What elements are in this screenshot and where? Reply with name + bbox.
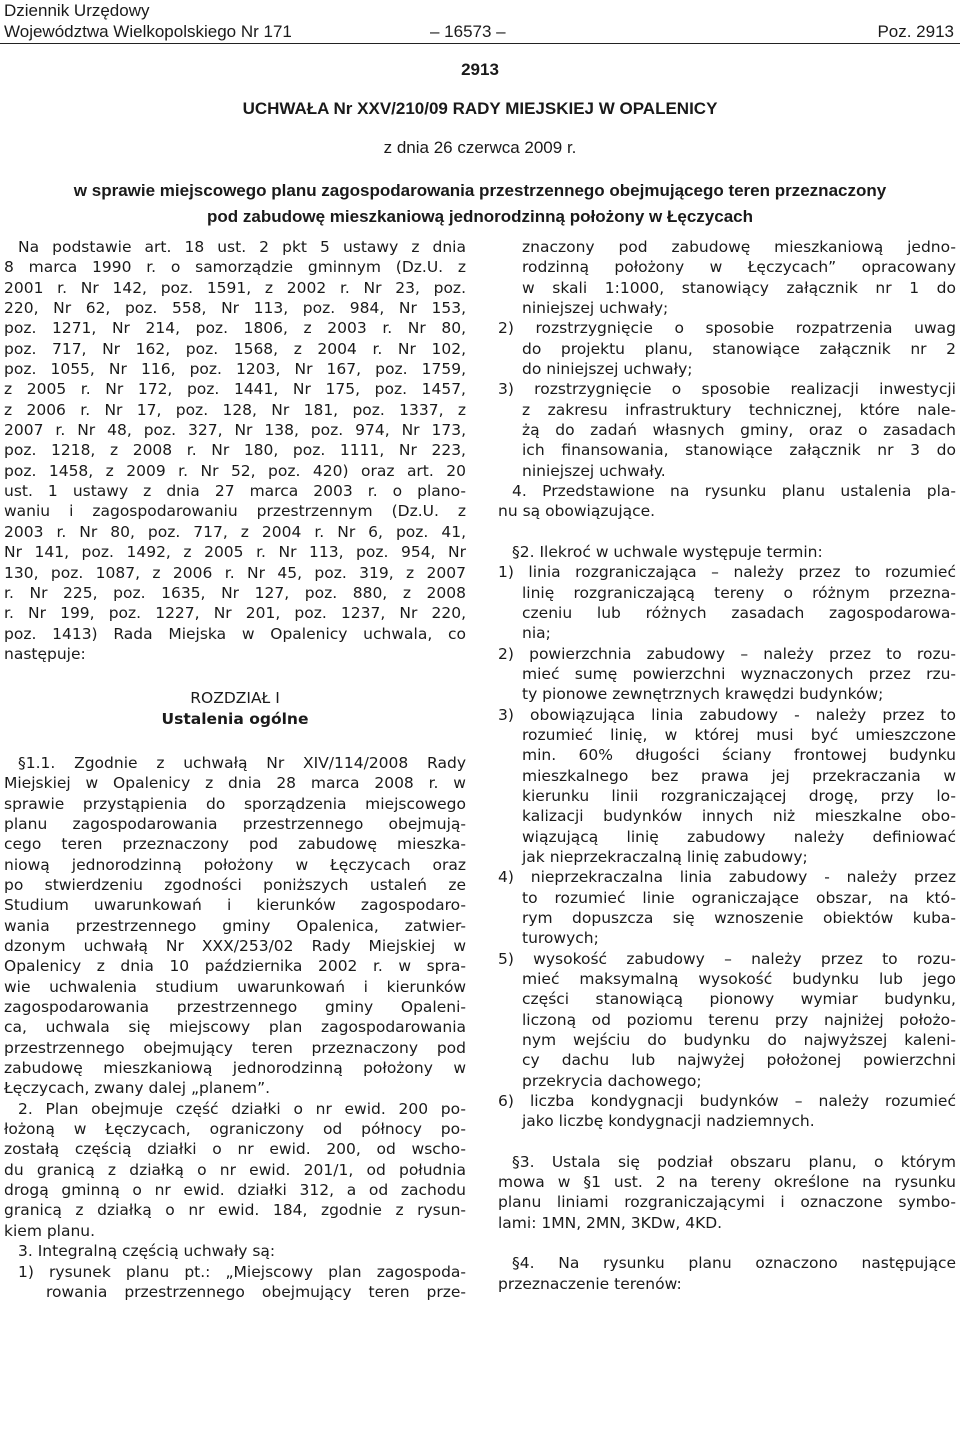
text-line: mieszkalnego bez prawa jej przekraczania w [522,766,956,785]
text-line: sprawie przystąpienia do sporządzenia miejscowego [4,794,466,813]
text-line: 2) powierzchnia zabudowy – należy przez to rozu- [498,644,956,663]
chapter-title: Ustalenia ogólne [161,709,309,728]
text-line: 2. Plan obejmuje część działki o nr ewid. 200 po- [18,1099,466,1118]
text-line: rodzinną położony w Łęczycach” opracowany [522,258,956,277]
text-line: 2007 r. Nr 48, poz. 327, Nr 138, poz. 974, Nr 173, [4,421,466,440]
text-line: nym wejściu do budynku do najwyższej kaleni- [522,1031,956,1050]
text-line: następuje: [4,644,86,663]
item-number: 2913 [461,60,499,79]
text-line: niową jednorodzinną położony w Łęczycach oraz [4,855,466,874]
text-line: ich finansowania, stanowiące załącznik nr 3 do [522,441,956,460]
journal-name: Dziennik Urzędowy [4,1,150,20]
journal-header [4,0,292,42]
text-line: przeznaczenie terenów: [498,1274,682,1293]
page-number: – 16573 – [430,22,506,41]
text-line: kierunku linii rozgraniczającej drogę, przy lo- [522,786,956,805]
text-line: ca, uchwala się miejscowy plan zagospodarowania [4,1018,466,1037]
text-line: 1) rysunek planu pt.: „Miejscowy plan zagospoda- [18,1262,466,1281]
text-line: do projektu planu, stanowiące załącznik nr 2 [522,339,956,358]
text-line: wie uchwalenia studium uwarunkowań i kierunków [4,977,466,996]
text-line: zagospodarowania przestrzennego gminy Opaleni- [4,998,466,1017]
text-line: 2) rozstrzygnięcie o sposobie rozpatrzenia uwag [498,319,956,338]
resolution-subject [0,178,960,230]
text-line: cy dachu lub najwyżej położonej powierzchni [522,1051,956,1070]
text-line: do niniejszej uchwały; [522,360,693,379]
text-line: niniejszej uchwały. [522,461,666,480]
text-line: 1) linia rozgraniczająca – należy przez to rozumieć [498,563,956,582]
text-line: kiem planu. [4,1221,96,1240]
text-line: poz. 717, Nr 162, poz. 1568, z 2004 r. Nr 102, [4,339,466,358]
text-line: to rozumieć linie ograniczające obszar, na któ- [522,888,956,907]
text-line: dzonym uchwałą Nr XXX/253/02 Rady Miejskiej w [4,937,466,955]
text-line: Miejskiej w Opalenicy z dnia 28 marca 2008 r. w [4,774,466,793]
text-line: Studium uwarunkowań i kierunków zagospodaro- [4,896,466,915]
text-line: planu liniami rozgraniczającymi i oznaczone symbo- [498,1193,956,1212]
chapter-label: ROZDZIAŁ I [190,689,280,708]
text-line: mieć maksymalną wysokość budynku lub jego [522,970,956,989]
header-divider [0,43,960,44]
text-line: Łęczycach, zwany dalej „planem”. [4,1079,271,1098]
text-line: poz. 1218, z 2008 r. Nr 180, poz. 1111, Nr 223, [4,441,466,460]
text-line: znaczony pod zabudowę mieszkaniową jedno- [522,238,956,256]
text-line: cego teren przeznaczony pod zabudowę mieszka- [4,835,466,854]
text-line: §2. Ilekroć w uchwale występuje termin: [512,542,823,561]
text-line: 4. Przedstawione na rysunku planu ustalenia pla- [512,482,956,501]
subject-line: w sprawie miejscowego planu zagospodarowania przestrzennego obejmującego teren przeznaczony [73,181,887,200]
text-line: z zakresu infrastruktury technicznej, które nale- [522,400,956,419]
text-line: 2001 r. Nr 142, poz. 1591, z 2002 r. Nr 23, poz. [4,278,466,297]
text-line: przekrycia dachowego; [522,1071,702,1090]
text-line: ty pionowe zewnętrznych krawędzi budynków; [522,685,884,704]
text-line: linię rozgraniczającą tereny o różnym przezna- [522,583,956,602]
text-line: §1.1. Zgodnie z uchwałą Nr XIV/114/2008 Rady [18,753,466,772]
text-line: z 2006 r. Nr 17, poz. 128, Nr 181, poz. 1337, z [4,400,466,419]
text-line: nu są obowiązujące. [498,502,656,521]
text-line: jako liczbę kondygnacji nadziemnych. [522,1112,815,1131]
position-number: Poz. 2913 [877,22,954,41]
text-line: części stanowiącą pionowy wymiar budynku, [522,990,956,1009]
text-line: wiązującą linię zabudowy należy definiować [522,827,956,846]
text-line: niniejszej uchwały; [522,299,669,318]
text-line: żą do zadań własnych gminy, oraz o zasadach [522,421,956,440]
text-line: 3. Integralną częścią uchwały są: [18,1242,276,1261]
text-line: w skali 1:1000, stanowiący załącznik nr 1 do [522,278,956,297]
text-line: 3) obowiązująca linia zabudowy - należy przez to [498,705,956,724]
text-line: 220, Nr 62, poz. 558, Nr 113, poz. 984, Nr 153, [4,299,466,318]
right-column [498,237,956,1294]
text-line: nia; [522,624,551,643]
text-line: poz. 1413) Rada Miejska w Opalenicy uchwala, co [4,624,466,643]
text-line: 5) wysokość zabudowy – należy przez to rozu- [498,949,956,968]
text-line: jak nieprzekraczalną linię zabudowy; [522,847,808,866]
text-line: waniu i zagospodarowaniu przestrzennym (Dz.U. z [4,502,466,521]
text-line: §4. Na rysunku planu oznaczono następujące [512,1254,956,1273]
text-line: drogą gminną o nr ewid. działki 312, a od zachodu [4,1181,466,1200]
text-line: 2003 r. Nr 80, poz. 717, z 2004 r. Nr 6, poz. 41, [4,522,466,541]
resolution-title: UCHWAŁA Nr XXV/210/09 RADY MIEJSKIEJ W OPALENICY [242,99,718,118]
text-line: rowania przestrzennego obejmujący teren prze- [46,1282,466,1301]
text-line: granicą z działką o nr ewid. 184, zgodnie z rysun- [4,1201,466,1220]
text-line: łożoną w Łęczycach, ograniczony od północy po- [4,1120,466,1139]
text-line: wania przestrzennego gminy Opalenica, zatwier- [4,916,466,935]
text-line: lami: 1MN, 2MN, 3KDw, 4KD. [498,1213,723,1232]
text-line: turowych; [522,929,599,948]
text-line: poz. 1271, Nr 214, poz. 1806, z 2003 r. Nr 80, [4,319,466,338]
text-line: min. 60% długości ściany frontowej budynku [522,746,956,765]
subject-line: pod zabudowę mieszkaniową jednorodzinną położony w Łęczycach [207,207,753,226]
text-line: Opalenicy z dnia 10 października 2002 r. w spra- [4,957,466,976]
text-line: §3. Ustala się podział obszaru planu, o którym [512,1152,956,1171]
text-line: 4) nieprzekraczalna linia zabudowy - należy przez [498,868,956,887]
text-line: poz. 1458, z 2009 r. Nr 52, poz. 420) oraz art. 20 [4,461,466,480]
text-line: 6) liczba kondygnacji budynków – należy rozumieć [498,1092,956,1111]
text-line: mieć sumę powierzchni wyznaczonych przez rzu- [522,664,956,683]
text-line: r. Nr 199, poz. 1227, Nr 201, poz. 1237, Nr 220, [4,604,466,623]
text-line: 8 marca 1990 r. o samorządzie gminnym (Dz.U. z [4,258,466,277]
text-line: kalizacji budynków innych niż mieszkalne obo- [522,807,956,826]
text-line: Nr 141, poz. 1492, z 2005 r. Nr 113, poz. 954, Nr [4,543,466,562]
journal-issue: Województwa Wielkopolskiego Nr 171 [4,22,292,41]
text-line: r. Nr 225, poz. 1635, Nr 127, poz. 880, z 2008 [4,583,466,602]
text-line: planu zagospodarowania przestrzennego obejmują- [4,814,466,833]
text-line: rozumieć linię, w której musi być umieszczone [522,725,956,744]
left-column [4,237,466,1302]
text-line: rym dopuszcza się wznoszenie obiektów kuba- [522,909,956,927]
text-line: 130, poz. 1087, z 2006 r. Nr 45, poz. 319, z 2007 [4,563,466,582]
text-line: ust. 1 ustawy z dnia 27 marca 2003 r. o plano- [4,482,466,501]
resolution-date: z dnia 26 czerwca 2009 r. [383,138,577,157]
text-line: po stwierdzeniu zgodności poniższych ustaleń ze [4,875,466,894]
text-line: du granicą z działką o nr ewid. 201/1, od południa [4,1160,466,1179]
text-line: z 2005 r. Nr 172, poz. 1441, Nr 175, poz. 1457, [4,380,466,399]
text-line: przestrzennego obejmujący teren przeznaczony pod [4,1038,466,1057]
text-line: mowa w §1 ust. 2 na tereny określone na rysunku [498,1173,956,1192]
text-line: 3) rozstrzygnięcie o sposobie realizacji inwestycji [498,380,956,399]
text-line: czeniu lub różnych zasadach zagospodarowa- [522,603,956,622]
text-line: liczoną od poziomu terenu przy najniżej położo- [522,1010,956,1029]
text-line: zabudowę mieszkaniową jednorodzinną położony w [4,1059,466,1078]
text-line: Na podstawie art. 18 ust. 2 pkt 5 ustawy z dnia [18,238,466,256]
text-line: poz. 1055, Nr 116, poz. 1203, Nr 167, poz. 1759, [4,360,466,379]
text-line: zostałą częścią działki o nr ewid. 200, od wscho- [4,1140,466,1159]
